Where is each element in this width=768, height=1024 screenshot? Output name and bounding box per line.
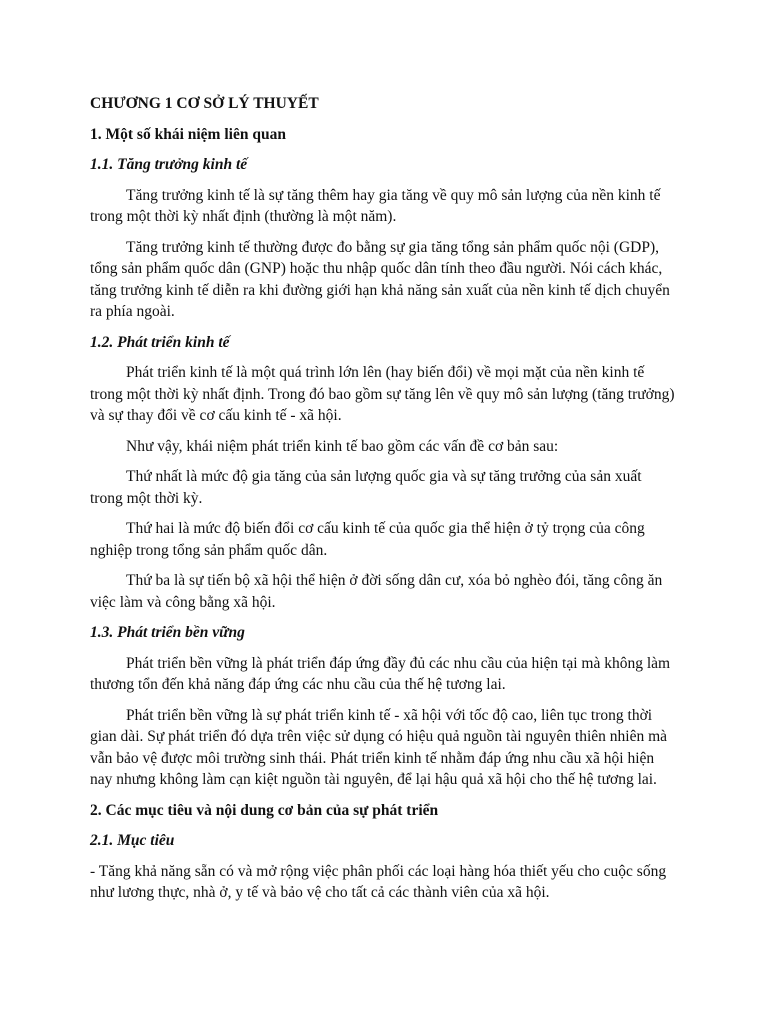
paragraph: Tăng trưởng kinh tế thường được đo bằng sự gia tăng tổng sản phẩm quốc nội (GDP), tổng sản phẩm quốc dân (GNP) hoặc thu nhập quốc dân tính theo đầu người. Nói cách khác, tăng trưởng kinh tế diễn ra khi đường giới hạn khả năng sản xuất của nền kinh tế dịch chuyển ra phía ngoài.: [90, 238, 670, 320]
section-1-2-heading: 1.2. Phát triển kinh tế: [90, 333, 230, 351]
paragraph: Tăng trưởng kinh tế là sự tăng thêm hay gia tăng về quy mô sản lượng của nền kinh tế trong một thời kỳ nhất định (thường là một năm).: [90, 186, 661, 225]
section-1-heading: 1. Một số khái niệm liên quan: [90, 125, 286, 143]
section-2-heading: 2. Các mục tiêu và nội dung cơ bản của sự phát triển: [90, 801, 439, 819]
paragraph: Phát triển kinh tế là một quá trình lớn lên (hay biến đổi) về mọi mặt của nền kinh tế trong một thời kỳ nhất định. Trong đó bao gồm sự tăng lên về quy mô sản lượng (tăng trưởng) và sự thay đổi về cơ cấu kinh tế - xã hội.: [90, 364, 675, 424]
paragraph: Phát triển bền vững là sự phát triển kinh tế - xã hội với tốc độ cao, liên tục trong thời gian dài. Sự phát triển đó dựa trên việc sử dụng có hiệu quả nguồn tài nguyên thiên nhiên mà vẫn bảo vệ được môi trường sinh thái. Phát triển kinh tế nhằm đáp ứng nhu cầu xã hội hiện nay nhưng không làm cạn kiệt nguồn tài nguyên, để lại hậu quả xã hội cho thế hệ tương lai.: [90, 706, 668, 788]
chapter-title: CHƯƠNG 1 CƠ SỞ LÝ THUYẾT: [90, 95, 319, 112]
section-1-3-heading: 1.3. Phát triển bền vững: [90, 624, 245, 641]
paragraph: - Tăng khả năng sẵn có và mở rộng việc phân phối các loại hàng hóa thiết yếu cho cuộc sống như lương thực, nhà ở, y tế và bảo vệ cho tất cả các thành viên của xã hội.: [90, 862, 667, 901]
paragraph: Như vậy, khái niệm phát triển kinh tế bao gồm các vấn đề cơ bản sau:: [126, 437, 559, 455]
paragraph: Thứ nhất là mức độ gia tăng của sản lượng quốc gia và sự tăng trưởng của sản xuất trong một thời kỳ.: [90, 468, 642, 507]
paragraph: Thứ hai là mức độ biến đổi cơ cấu kinh tế của quốc gia thể hiện ở tỷ trọng của công nghiệp trong tổng sản phẩm quốc dân.: [90, 520, 645, 559]
section-2-1-heading: 2.1. Mục tiêu: [90, 832, 175, 849]
section-1-1-heading: 1.1. Tăng trưởng kinh tế: [90, 156, 248, 173]
paragraph: Thứ ba là sự tiến bộ xã hội thể hiện ở đời sống dân cư, xóa bỏ nghèo đói, tăng công ăn việc làm và công bằng xã hội.: [90, 572, 663, 611]
document-page: [90, 93, 678, 913]
paragraph: Phát triển bền vững là phát triển đáp ứng đầy đủ các nhu cầu của hiện tại mà không làm thương tổn đến khả năng đáp ứng các nhu cầu của thế hệ tương lai.: [90, 654, 671, 693]
